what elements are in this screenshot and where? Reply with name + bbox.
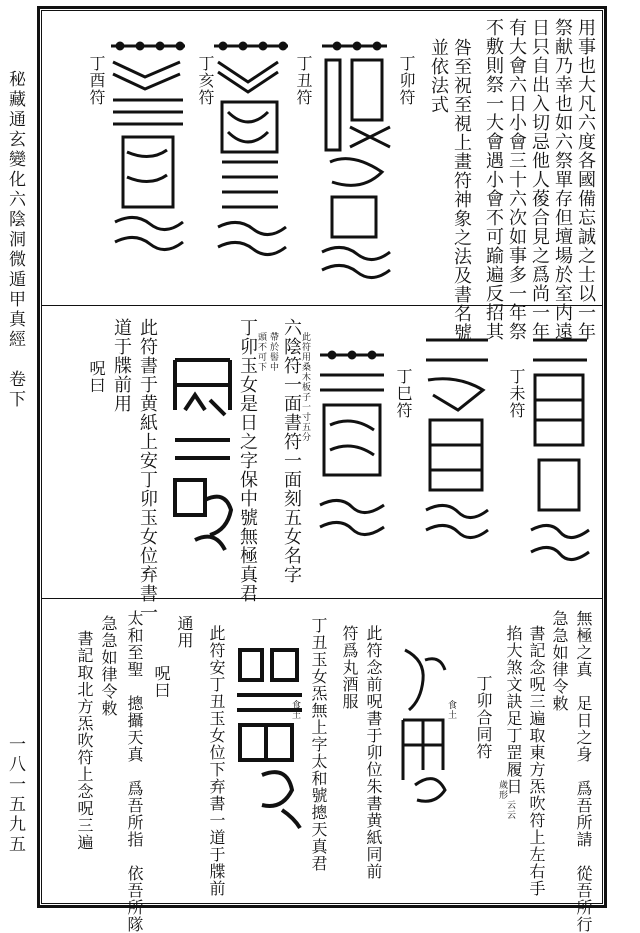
talisman-seal-image: [395, 640, 455, 810]
small-note: 頭不可下: [256, 332, 266, 372]
talisman-seal-image: [312, 335, 392, 575]
text-column: 有大會六日小會三十六次如事多一年祭: [506, 18, 527, 341]
small-note: 云云: [505, 800, 515, 820]
text-column: 不敷則祭一大會遇小會不可踰遍反招其: [483, 18, 504, 341]
text-column: 呪曰: [152, 665, 171, 699]
talisman-seal-image: [525, 320, 595, 590]
text-column: 無極之真 足日之身 爲吾所請 從吾所行: [574, 610, 593, 933]
text-column: 書記取北方炁吹符上念呪三遍: [75, 630, 94, 851]
text-column: 用事也大凡六度各國備忘誠之士以一年: [575, 18, 596, 341]
small-note: 食土: [290, 700, 300, 720]
text-column: 呪曰: [87, 360, 106, 394]
section-divider: [41, 598, 603, 599]
text-column: 書記念呪三遍取東方炁吹符上左右手: [527, 625, 546, 897]
text-column: 丁丑玉女炁無上字太和號摠天真君: [309, 617, 328, 872]
talisman-label: 丁丑符: [294, 55, 313, 106]
text-column: 並依法式: [428, 38, 449, 114]
talisman-label: 丁亥符: [196, 55, 215, 106]
talisman-label: 丁卯合同符: [474, 675, 493, 760]
talisman-label: 丁未符: [507, 368, 526, 419]
text-column: 此符安丁丑玉女位下弃書一道于牒前: [207, 625, 226, 897]
small-note: 帶於髻中: [268, 332, 278, 372]
text-column: 掐大煞文訣足丁罡履日: [504, 625, 523, 795]
talisman-seal-image: [165, 340, 240, 570]
text-column: 道于牒前用: [111, 318, 132, 413]
text-column: 日只自出入切忌他人葰合見之爲尚一年: [529, 18, 550, 341]
text-column: 急急如律令敕: [550, 610, 569, 712]
text-column: 此符書于黄紙上安丁卯玉女位弃書一: [137, 318, 158, 622]
text-column: 丁卯玉女是日之字保中號無極真君: [237, 318, 258, 603]
page-number: 一八一五九五: [5, 735, 25, 855]
small-note: 食土: [446, 700, 456, 720]
text-column: 祭献乃幸也如六祭單存但壇場於室内遠: [552, 18, 573, 341]
talisman-seal-image: [208, 32, 293, 284]
talisman-seal-image: [105, 32, 190, 284]
text-column: 太和至聖 摠攝天真 爲吾所指 依吾所隊: [125, 610, 144, 933]
talisman-label: 丁巳符: [394, 368, 413, 419]
book-title: 秘藏通玄變化六陰洞微遁甲真經 卷下: [5, 70, 25, 410]
talisman-seal-image: [232, 640, 307, 830]
text-column: 通用: [175, 615, 194, 649]
text-column: 急急如律令敕: [99, 615, 118, 717]
talisman-seal-image: [418, 320, 496, 590]
text-column: 符爲丸酒服: [340, 625, 359, 710]
text-column: 此符念前呪書于卯位朱書黄紙同前: [364, 625, 383, 880]
small-note: 歲形: [497, 780, 507, 800]
text-column: 六陰符一面書符一面刻五女名字: [281, 318, 302, 584]
talisman-label: 丁卯符: [397, 55, 416, 106]
talisman-label: 丁酉符: [87, 55, 106, 106]
text-column: 咎至祝至視上畫符神象之法及書名號: [451, 38, 472, 342]
small-note: 此符用桑木板子一寸五分: [300, 332, 310, 442]
talisman-seal-image: [312, 32, 397, 284]
